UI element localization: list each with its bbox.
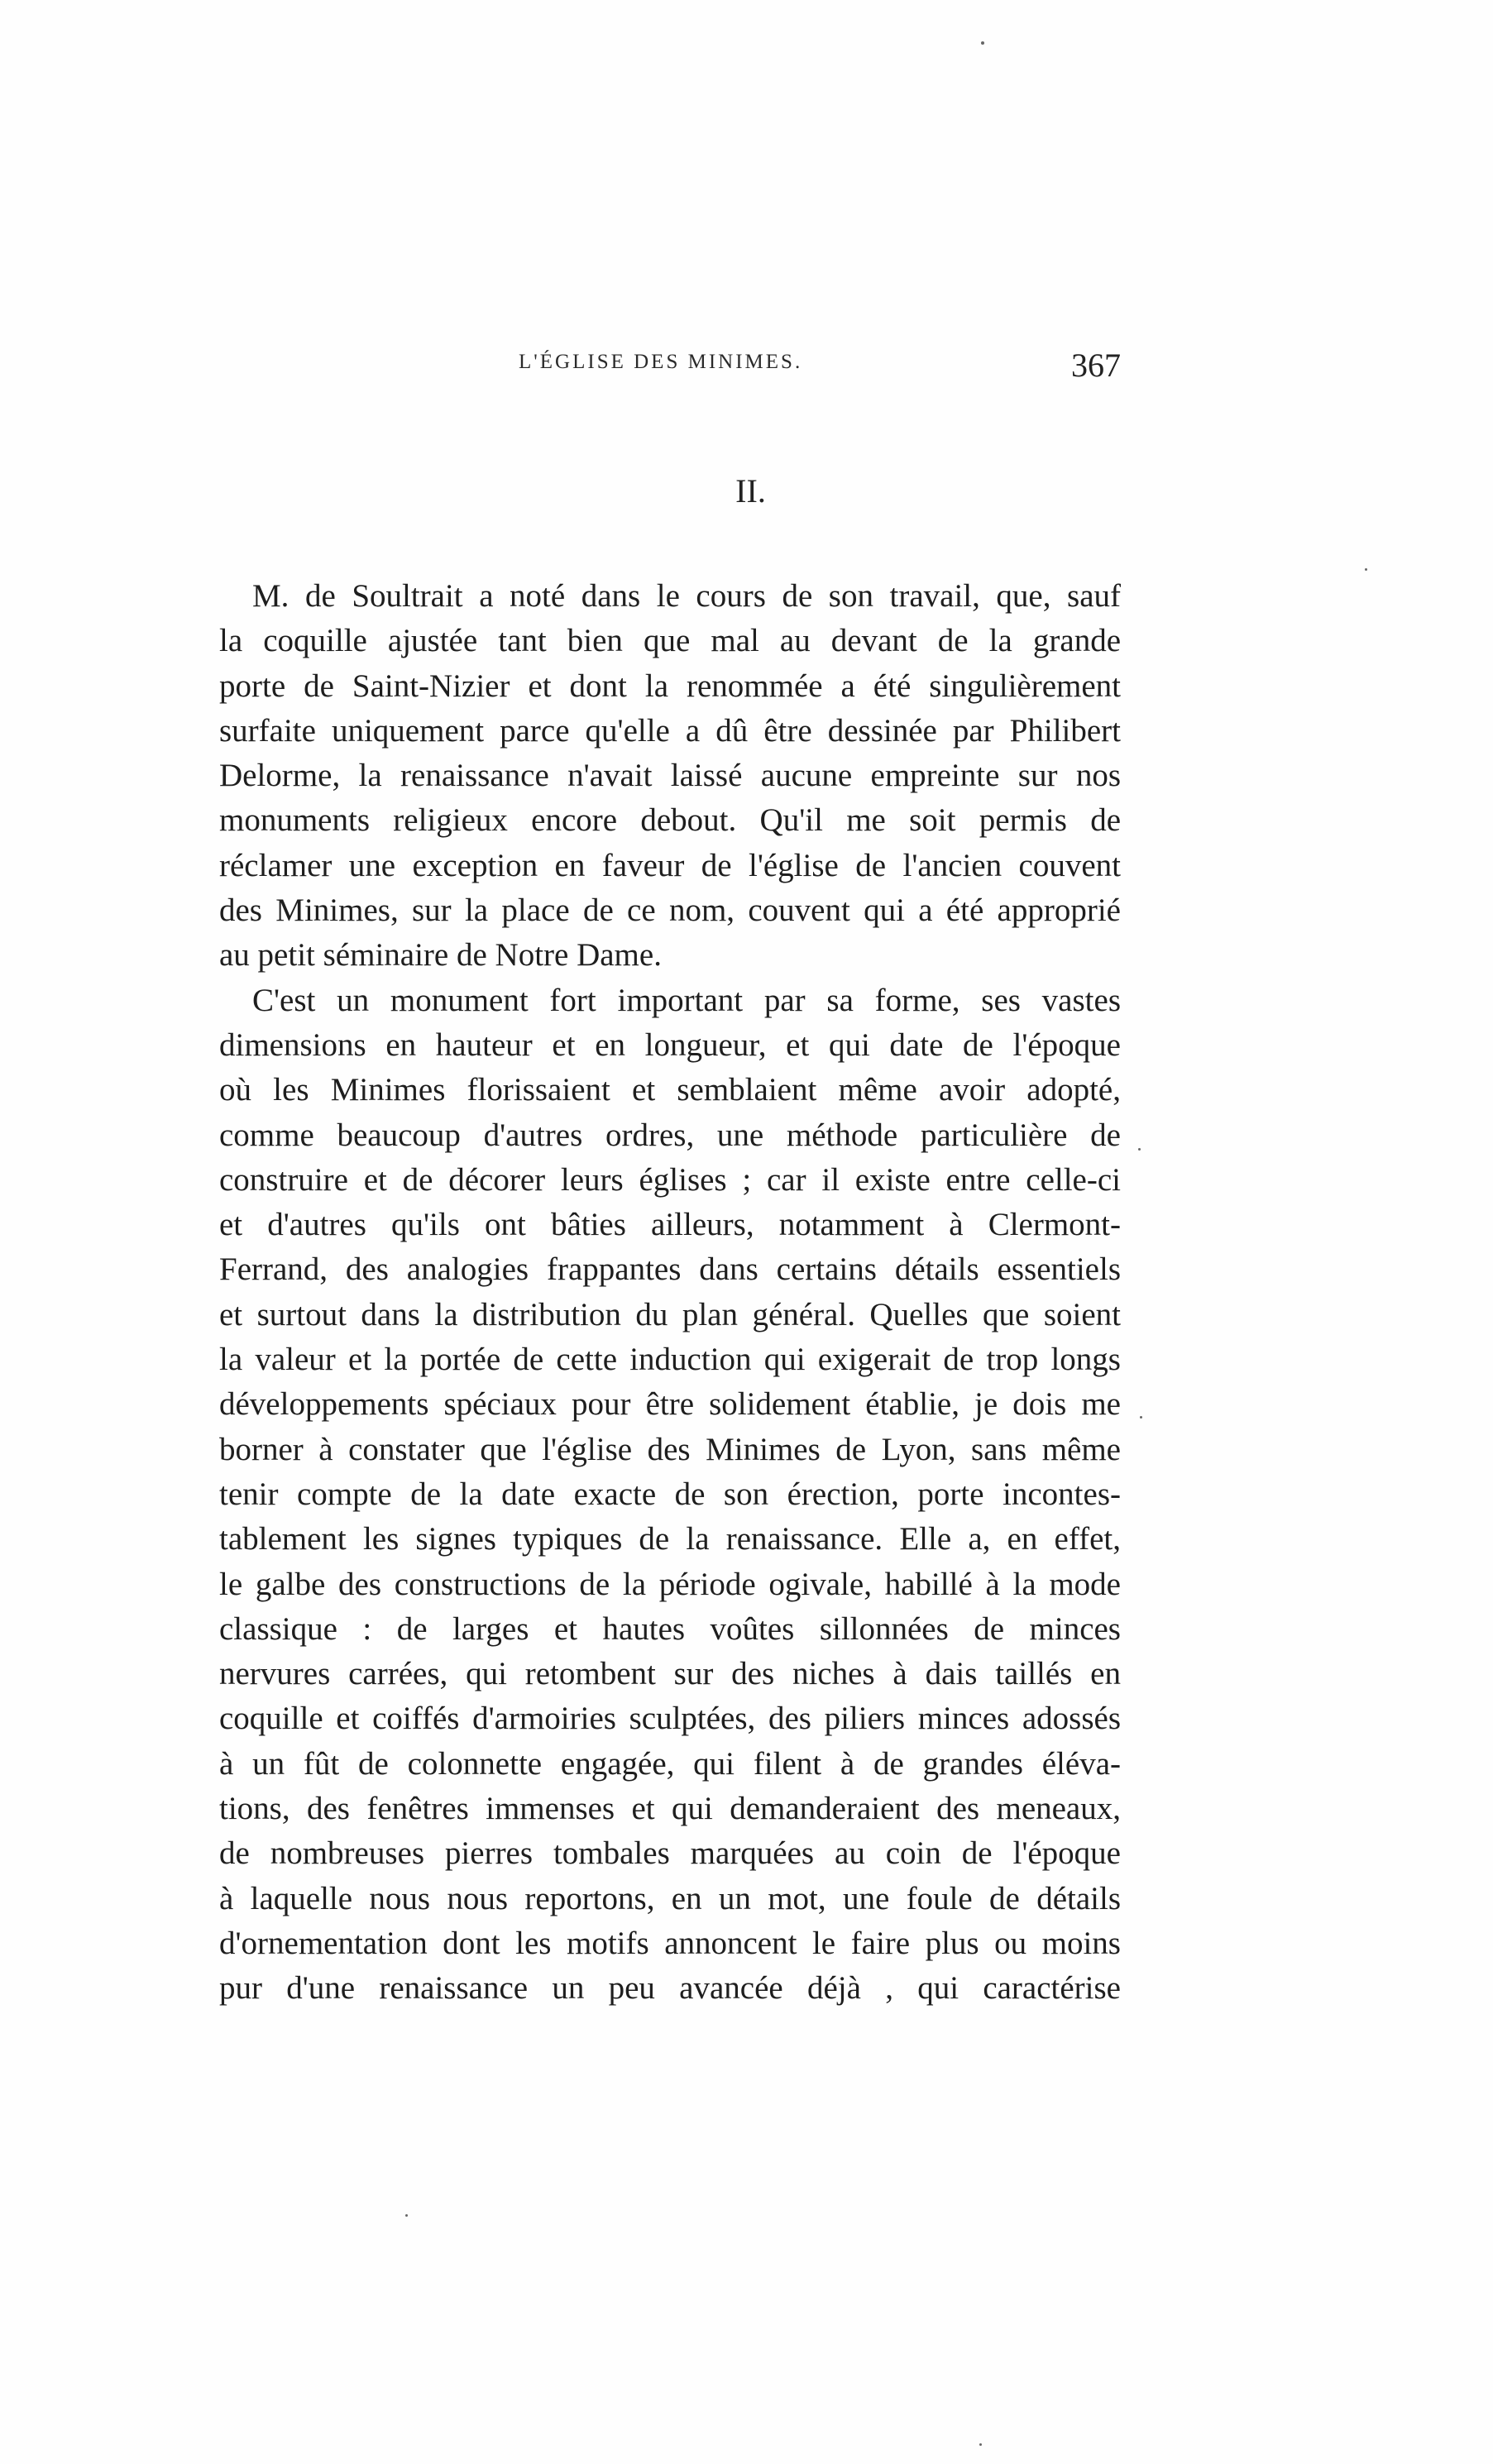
text-line: réclamer une exception en faveur de l'église de l'ancien couvent [219, 847, 1121, 883]
text-line: au petit séminaire de Notre Dame. [219, 937, 662, 974]
text-line: des Minimes, sur la place de ce nom, couvent qui a été approprié [219, 892, 1121, 929]
text-line: nervures carrées, qui retombent sur des niches à dais taillés en [219, 1656, 1121, 1692]
text-line: de nombreuses pierres tombales marquées au coin de l'époque [219, 1835, 1121, 1872]
body-text [219, 574, 1121, 2012]
scan-speck [1138, 1148, 1141, 1151]
scan-speck [981, 41, 984, 45]
text-line: tions, des fenêtres immenses et qui demanderaient des meneaux, [219, 1791, 1121, 1827]
text-line: construire et de décorer leurs églises ; car il existe entre celle-ci [219, 1161, 1121, 1198]
text-line: et d'autres qu'ils ont bâties ailleurs, notamment à Clermont- [219, 1207, 1121, 1243]
running-head [219, 346, 1121, 387]
running-title: L'ÉGLISE DES MINIMES. [519, 351, 803, 373]
text-line: d'ornementation dont les motifs annoncent le faire plus ou moins [219, 1925, 1121, 1961]
text-line: Ferrand, des analogies frappantes dans certains détails essentiels [219, 1251, 1121, 1288]
section-number: II. [735, 472, 766, 510]
text-line: porte de Saint-Nizier et dont la renommée a été singulièrement [219, 667, 1121, 704]
page-number: 367 [1071, 347, 1121, 384]
text-line: la valeur et la portée de cette induction qui exigerait de trop longs [219, 1342, 1121, 1378]
text-line: à un fût de colonnette engagée, qui filent à de grandes éléva- [219, 1745, 1121, 1782]
text-line: C'est un monument fort important par sa forme, ses vastes [252, 982, 1121, 1018]
text-line: M. de Soultrait a noté dans le cours de son travail, que, sauf [252, 578, 1121, 614]
text-line: la coquille ajustée tant bien que mal au devant de la grande [219, 623, 1121, 659]
text-line: dimensions en hauteur et en longueur, et qui date de l'époque [219, 1026, 1121, 1063]
text-line: tablement les signes typiques de la renaissance. Elle a, en effet, [219, 1521, 1121, 1557]
paragraph-2 [219, 978, 1121, 2012]
text-line: borner à constater que l'église des Minimes de Lyon, sans même [219, 1431, 1121, 1467]
scan-speck [1140, 1416, 1142, 1419]
text-line: comme beaucoup d'autres ordres, une méthode particulière de [219, 1117, 1121, 1153]
text-line: développements spéciaux pour être solidement établie, je dois me [219, 1386, 1121, 1423]
text-line: le galbe des constructions de la période ogivale, habillé à la mode [219, 1566, 1121, 1602]
text-line: tenir compte de la date exacte de son érection, porte incontes- [219, 1476, 1121, 1512]
scan-speck [979, 2443, 982, 2446]
paragraph-1 [219, 574, 1121, 978]
text-line: Delorme, la renaissance n'avait laissé aucune empreinte sur nos [219, 758, 1121, 794]
text-line: et surtout dans la distribution du plan général. Quelles que soient [219, 1296, 1121, 1332]
text-line: à laquelle nous nous reportons, en un mot, une foule de détails [219, 1880, 1121, 1916]
scan-speck [1365, 568, 1367, 571]
text-line: où les Minimes florissaient et semblaient même avoir adopté, [219, 1072, 1121, 1108]
text-line: classique : de larges et hautes voûtes sillonnées de minces [219, 1610, 1121, 1647]
text-line: monuments religieux encore debout. Qu'il me soit permis de [219, 802, 1121, 839]
text-line: pur d'une renaissance un peu avancée déjà , qui caractérise [219, 1970, 1121, 2007]
text-line: coquille et coiffés d'armoiries sculptées, des piliers minces adossés [219, 1701, 1121, 1737]
text-line: surfaite uniquement parce qu'elle a dû être dessinée par Philibert [219, 712, 1121, 749]
scan-speck [405, 2214, 408, 2217]
